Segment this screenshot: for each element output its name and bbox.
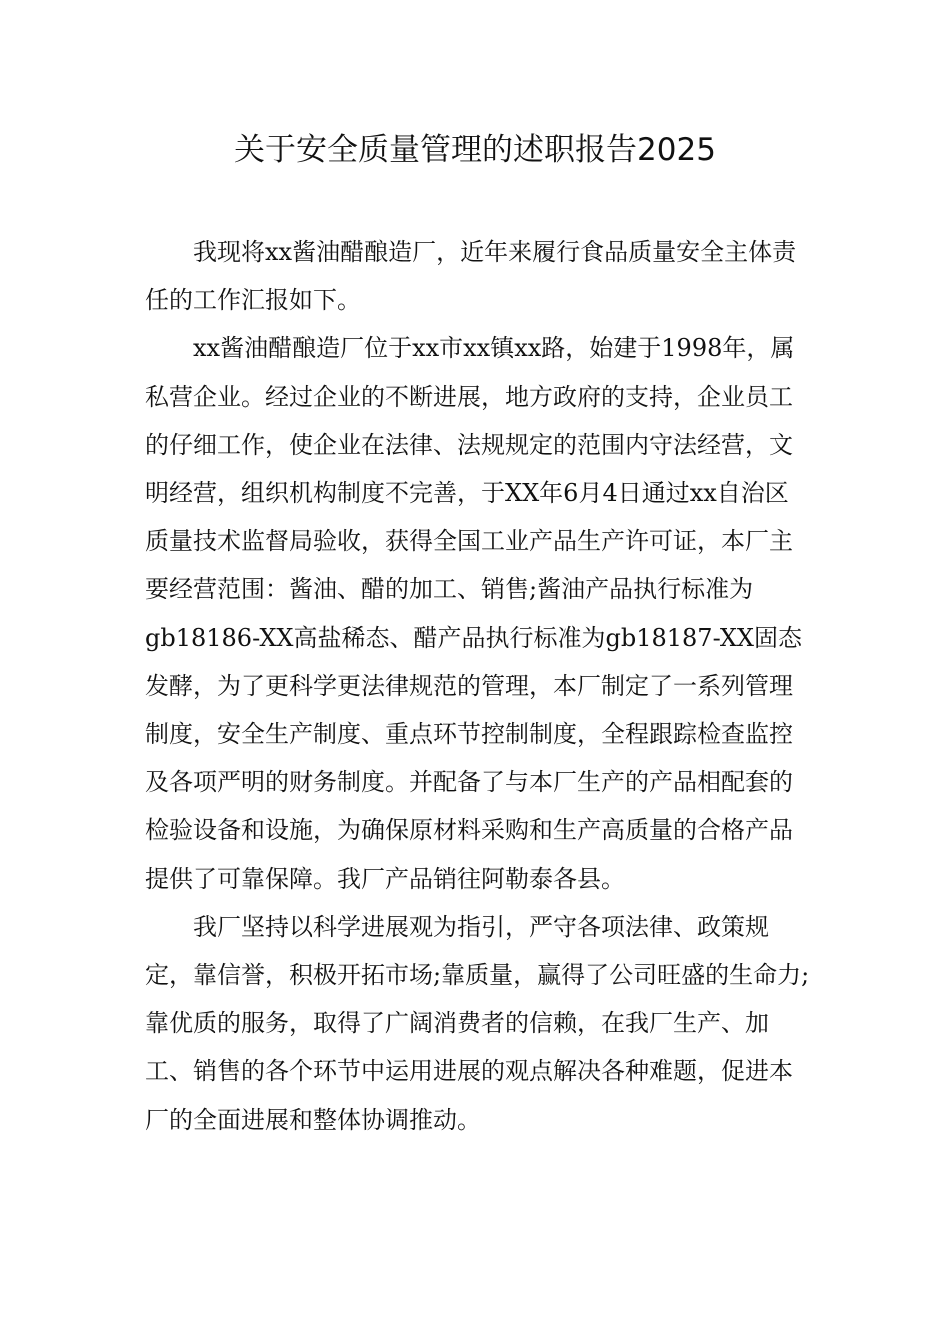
document-body [145, 228, 810, 1144]
document-title: 关于安全质量管理的述职报告2025 [234, 132, 716, 168]
paragraph-company-overview: xx酱油醋酿造厂位于xx市xx镇xx路，始建于1998年，属私营企业。经过企业的不断进展，地方政府的支持，企业员工的仔细工作，使企业在法律、法规规定的范围内守法经营，文明经营，组织机构制度不完善，于XX年6月4日通过xx自治区质量技术监督局验收，获得全国工业产品生产许可证，本厂主要经营范围：酱油、醋的加工、销售;酱油产品执行标准为gb18186-XX高盐稀态、醋产品执行标准为gb18187-XX固态发酵，为了更科学更法律规范的管理，本厂制定了一系列管理制度，安全生产制度、重点环节控制制度，全程跟踪检查监控及各项严明的财务制度。并配备了与本厂生产的产品相配套的检验设备和设施，为确保原材料采购和生产高质量的合格产品提供了可靠保障。我厂产品销往阿勒泰各县。 [145, 334, 802, 893]
paragraph-intro: 我现将xx酱油醋酿造厂，近年来履行食品质量安全主体责任的工作汇报如下。 [145, 238, 797, 315]
paragraph-principles: 我厂坚持以科学进展观为指引，严守各项法律、政策规定，靠信誉，积极开拓市场;靠质量，赢得了公司旺盛的生命力;靠优质的服务，取得了广阔消费者的信赖，在我厂生产、加工、销售的各个环节中运用进展的观点解决各种难题，促进本厂的全面进展和整体协调推动。 [145, 912, 810, 1134]
